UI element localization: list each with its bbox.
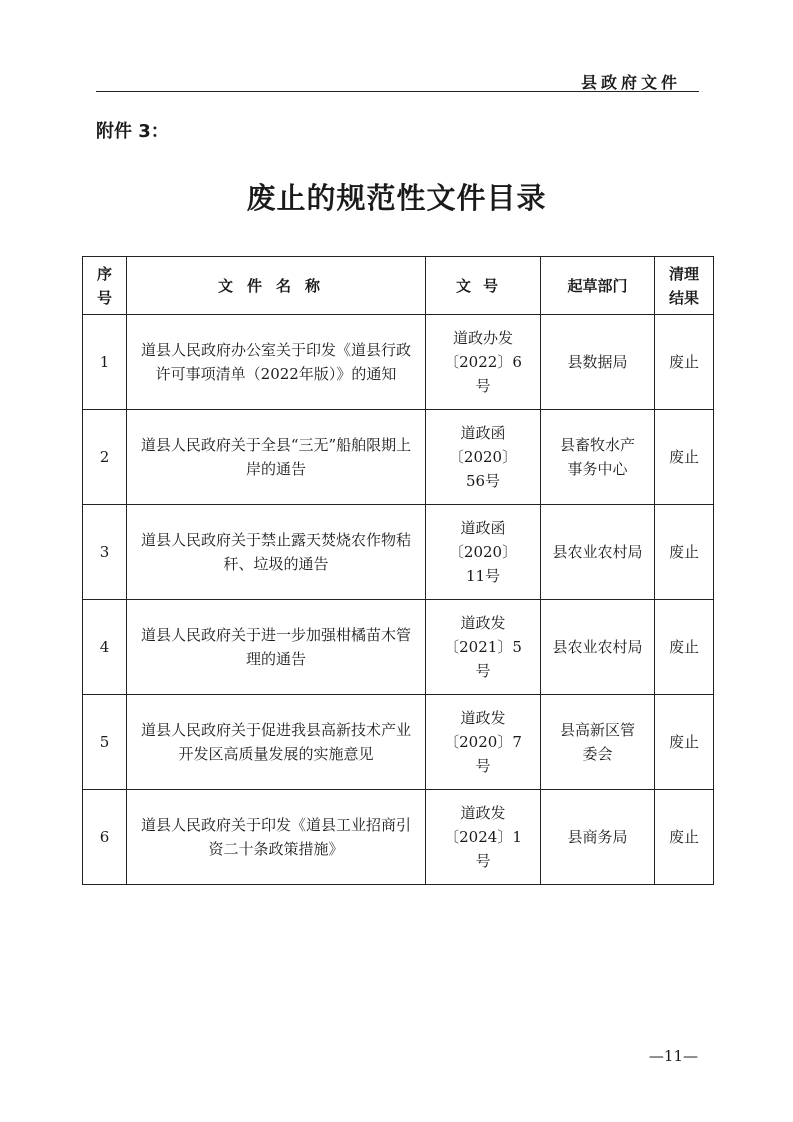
row-seq: 2 bbox=[83, 410, 127, 505]
running-header: 县政府文件 bbox=[580, 73, 681, 92]
row-seq: 1 bbox=[83, 315, 127, 410]
row-doc-no: 道政发〔2024〕1号 bbox=[426, 790, 541, 885]
table-header-row bbox=[83, 257, 714, 315]
page-number: —11— bbox=[648, 1047, 698, 1065]
table-row bbox=[83, 600, 714, 695]
row-department: 县高新区管委会 bbox=[541, 695, 655, 790]
row-file-name: 道县人民政府关于促进我县高新技术产业开发区高质量发展的实施意见 bbox=[127, 695, 426, 790]
row-file-name: 道县人民政府办公室关于印发《道县行政许可事项清单（2022年版）》的通知 bbox=[127, 315, 426, 410]
attachment-label: 附件 3： bbox=[96, 121, 169, 142]
row-department: 县农业农村局 bbox=[541, 505, 655, 600]
document-title: 废止的规范性文件目录 bbox=[246, 181, 547, 215]
row-file-name: 道县人民政府关于印发《道县工业招商引资二十条政策措施》 bbox=[127, 790, 426, 885]
table-row bbox=[83, 505, 714, 600]
row-file-name: 道县人民政府关于禁止露天焚烧农作物秸秆、垃圾的通告 bbox=[127, 505, 426, 600]
row-seq: 3 bbox=[83, 505, 127, 600]
row-result: 废止 bbox=[655, 315, 714, 410]
table-row bbox=[83, 315, 714, 410]
table-row bbox=[83, 695, 714, 790]
row-department: 县数据局 bbox=[541, 315, 655, 410]
row-doc-no: 道政发〔2021〕5号 bbox=[426, 600, 541, 695]
row-doc-no: 道政函〔2020〕56号 bbox=[426, 410, 541, 505]
row-file-name: 道县人民政府关于全县“三无”船舶限期上岸的通告 bbox=[127, 410, 426, 505]
row-result: 废止 bbox=[655, 695, 714, 790]
table-row bbox=[83, 790, 714, 885]
row-result: 废止 bbox=[655, 505, 714, 600]
column-header-department: 起草部门 bbox=[541, 257, 655, 315]
column-header-result: 清理结果 bbox=[655, 257, 714, 315]
header-rule bbox=[96, 91, 699, 92]
column-header-seq: 序号 bbox=[83, 257, 127, 315]
column-header-doc-no: 文号 bbox=[426, 257, 541, 315]
row-file-name: 道县人民政府关于进一步加强柑橘苗木管理的通告 bbox=[127, 600, 426, 695]
row-result: 废止 bbox=[655, 600, 714, 695]
row-result: 废止 bbox=[655, 790, 714, 885]
row-doc-no: 道政办发〔2022〕6号 bbox=[426, 315, 541, 410]
row-department: 县商务局 bbox=[541, 790, 655, 885]
row-doc-no: 道政发〔2020〕7号 bbox=[426, 695, 541, 790]
row-seq: 5 bbox=[83, 695, 127, 790]
row-department: 县农业农村局 bbox=[541, 600, 655, 695]
row-doc-no: 道政函〔2020〕11号 bbox=[426, 505, 541, 600]
row-department: 县畜牧水产事务中心 bbox=[541, 410, 655, 505]
row-seq: 6 bbox=[83, 790, 127, 885]
row-result: 废止 bbox=[655, 410, 714, 505]
table-row bbox=[83, 410, 714, 505]
row-seq: 4 bbox=[83, 600, 127, 695]
column-header-name: 文件名称 bbox=[127, 257, 426, 315]
document-catalog-table bbox=[82, 256, 714, 885]
